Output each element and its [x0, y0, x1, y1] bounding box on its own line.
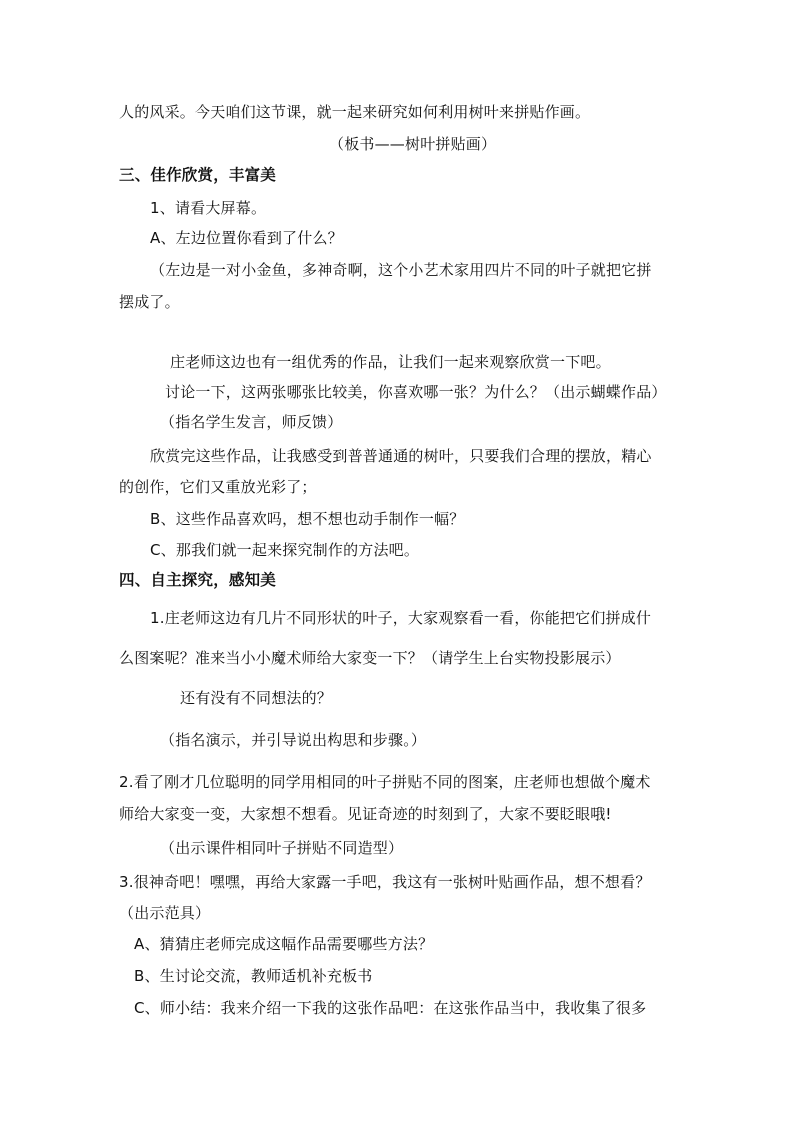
text-line: （指名演示，并引导说出构思和步骤。） — [160, 731, 427, 749]
text-line: A、猜猜庄老师完成这幅作品需要哪些方法？ — [134, 935, 434, 953]
text-line: 人的风采。今天咱们这节课，就一起来研究如何利用树叶来拼贴作画。 — [119, 103, 591, 121]
text-line: （左边是一对小金鱼，多神奇啊，这个小艺术家用四片不同的叶子就把它拼 — [150, 261, 652, 279]
text-line: 1、请看大屏幕。 — [150, 199, 267, 217]
text-line: C、师小结：我来介绍一下我的这张作品吧：在这张作品当中，我收集了很多 — [134, 999, 647, 1017]
section-heading: 三、佳作欣赏，丰富美 — [119, 166, 277, 184]
text-line: （指名学生发言，师反馈） — [160, 413, 343, 431]
text-line: B、生讨论交流，教师适机补充板书 — [134, 967, 373, 985]
text-line: 3.很神奇吧！嘿嘿，再给大家露一手吧，我这有一张树叶贴画作品，想不想看？ — [119, 873, 651, 891]
text-line: 1.庄老师这边有几片不同形状的叶子，大家观察看一看，你能把它们拼成什 — [150, 609, 652, 627]
text-line: B、这些作品喜欢吗，想不想也动手制作一幅？ — [150, 510, 465, 528]
text-line: 欣赏完这些作品，让我感受到普普通通的树叶，只要我们合理的摆放，精心 — [150, 447, 652, 465]
text-line: 摆成了。 — [119, 293, 180, 311]
section-heading: 四、自主探究，感知美 — [119, 571, 277, 589]
text-line: 么图案呢？准来当小小魔术师给大家变一下？（请学生上台实物投影展示） — [119, 649, 621, 667]
text-line: （出示课件相同叶子拼贴不同造型） — [160, 839, 404, 857]
text-line: C、那我们就一起来探究制作的方法吧。 — [150, 541, 420, 559]
text-line: 2.看了刚才几位聪明的同学用相同的叶子拼贴不同的图案，庄老师也想做个魔术 — [119, 773, 651, 791]
text-line: 庄老师这边也有一组优秀的作品，让我们一起来观察欣赏一下吧。 — [170, 353, 611, 371]
text-line: 讨论一下，这两张哪张比较美，你喜欢哪一张？为什么？（出示蝴蝶作品） — [165, 383, 667, 401]
text-line: 还有没有不同想法的？ — [180, 689, 333, 707]
board-note: （板书——树叶拼贴画） — [329, 135, 497, 153]
text-line: 的创作，它们又重放光彩了； — [119, 478, 317, 496]
text-line: 师给大家变一变，大家想不想看。见证奇迹的时刻到了，大家不要眨眼哦! — [119, 805, 612, 823]
text-line: （出示范具） — [119, 904, 211, 922]
text-line: A、左边位置你看到了什么？ — [150, 229, 343, 247]
